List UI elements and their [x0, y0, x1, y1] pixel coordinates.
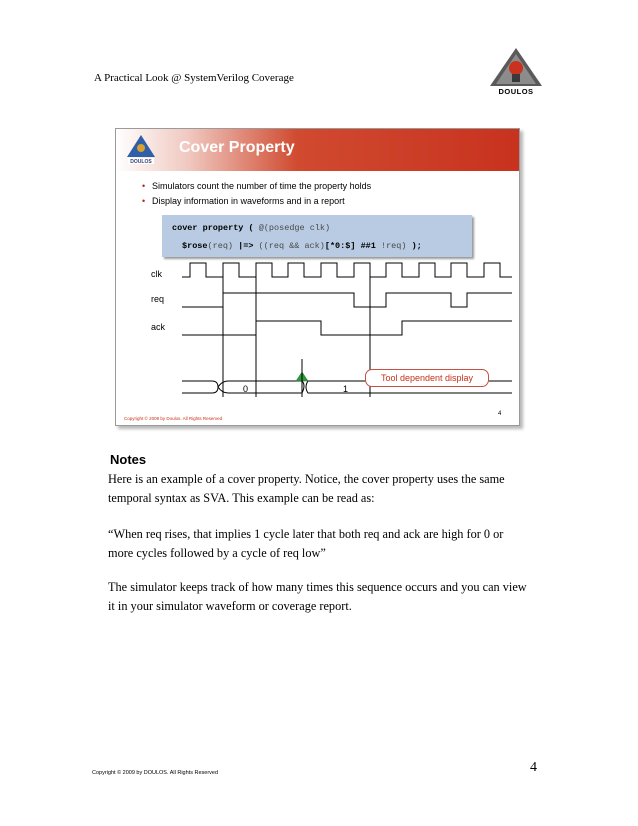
notes-paragraph: “When req rises, that implies 1 cycle later that both req and ack are high for 0 or more cycles followed by a cycle of req low” — [108, 527, 504, 560]
slide-copyright: Copyright © 2009 by Doulos. All Rights Reserved — [124, 416, 223, 421]
slide-thumbnail — [115, 128, 520, 426]
bullet-item: • Display information in waveforms and in a report — [142, 194, 371, 209]
footer-copyright: Copyright © 2009 by DOULOS. All Rights Reserved — [92, 770, 219, 776]
code-rose: $rose — [182, 241, 208, 251]
code-event: @(posedge clk) — [253, 223, 331, 233]
ack-waveform — [182, 321, 512, 335]
code-implication: |=> — [233, 241, 259, 251]
waveform-label-ack: ack — [151, 322, 166, 332]
code-end: ); — [406, 241, 422, 251]
sample-lines — [223, 277, 370, 397]
doulos-logo-icon — [486, 46, 546, 88]
tool-dependent-callout: Tool dependent display — [365, 369, 489, 387]
code-not-req: !req) — [380, 241, 407, 251]
counter-value: 1 — [343, 384, 349, 394]
logo-wordmark: DOULOS — [498, 87, 534, 96]
slide-logo-text: DOULOS — [130, 159, 152, 165]
slide-page-number: 4 — [498, 411, 502, 417]
waveform-label-clk: clk — [151, 269, 162, 279]
code-keyword: cover property ( — [172, 223, 254, 233]
notes-heading: Notes — [110, 452, 147, 467]
code-req: (req) — [207, 241, 234, 251]
notes-paragraph: Here is an example of a cover property. Notice, the cover property uses the same temporal syntax as SVA. This example can be read as: — [108, 472, 505, 505]
slide-title: Cover Property — [179, 139, 295, 156]
clk-waveform — [182, 263, 512, 277]
code-delay: ##1 — [355, 241, 381, 251]
req-waveform — [182, 293, 512, 307]
notes-paragraph: The simulator keeps track of how many times this sequence occurs and you can view it in your simulator waveform or coverage report. — [108, 580, 527, 613]
counter-value: 0 — [243, 384, 249, 394]
waveform-label-req: req — [151, 294, 165, 304]
code-repetition: [*0:$] — [324, 241, 356, 251]
doulos-logo — [486, 46, 546, 102]
document-header-title: A Practical Look @ SystemVerilog Coverage — [94, 72, 294, 84]
code-req-ack: ((req && ack) — [258, 241, 325, 251]
bullet-item: • Simulators count the number of time the property holds — [142, 179, 371, 194]
page-number: 4 — [530, 760, 537, 775]
